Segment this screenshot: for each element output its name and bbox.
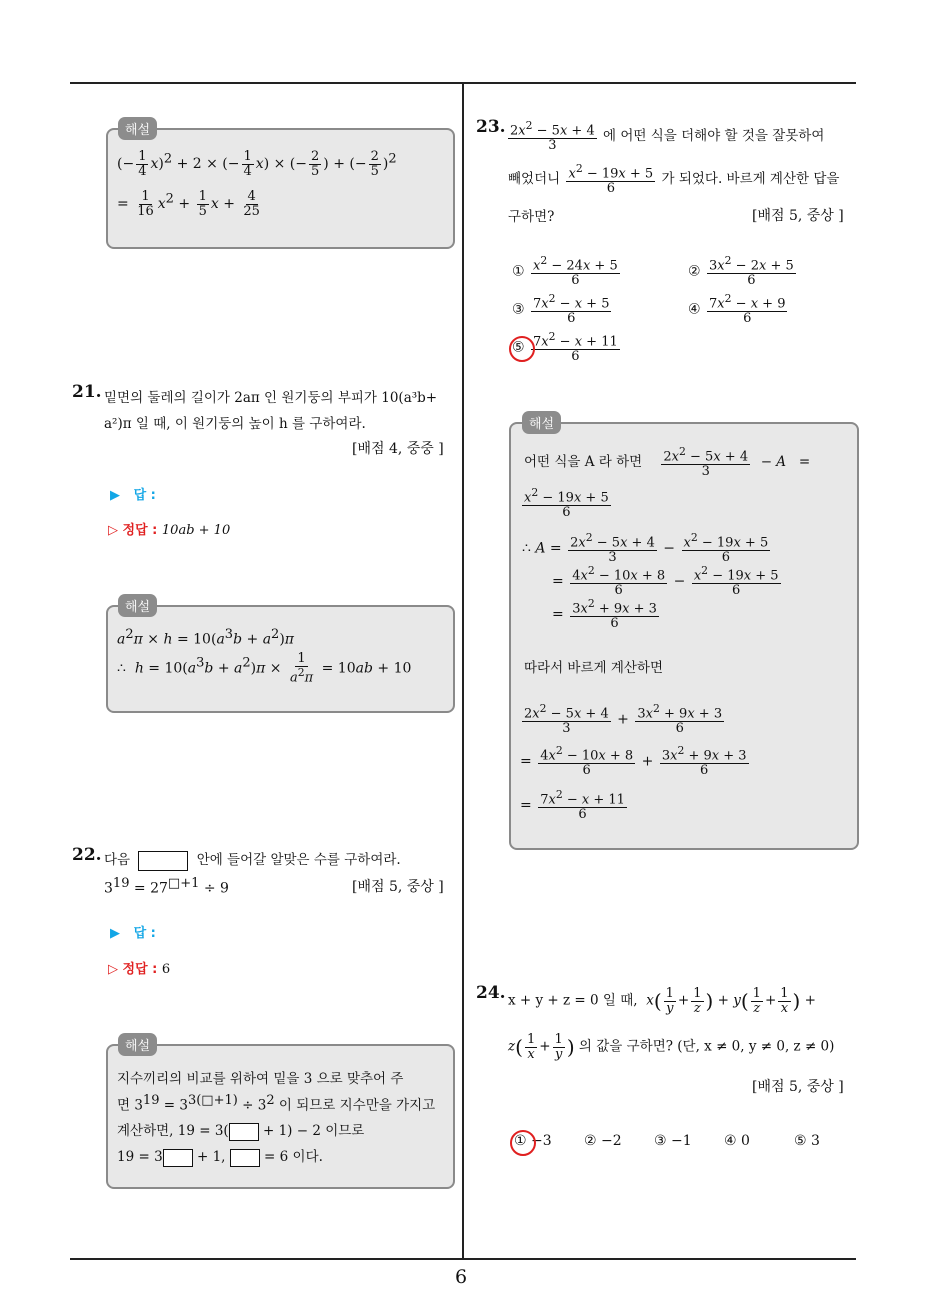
correct-triangle-icon: ▷ — [108, 523, 118, 538]
q24-choice-4[interactable]: ④ 0 — [724, 1133, 750, 1149]
q21-solution-tag: 해설 — [118, 594, 157, 617]
q23-sol-line4: = $\frac{4x^2 - 10x + 8}{6}$ − $\frac{x^2 - 19x + 5}{6}$ — [552, 564, 779, 598]
q23-sol-line2: $\frac{x^2 - 19x + 5}{6}$ — [524, 486, 609, 520]
q22-correct-row: ▷ 정답 : 6 — [108, 962, 171, 977]
q22-meta: [배점 5, 중상 ] — [352, 879, 444, 895]
q23-text-line3: 구하면? — [508, 209, 555, 225]
bottom-rule — [70, 1258, 856, 1260]
answer-arrow-icon: ▶ — [110, 926, 120, 941]
q22-solution-line1: 지수끼리의 비교를 위하여 밑을 3 으로 맞추어 주 — [117, 1071, 404, 1087]
q22-solution-line3: 계산하면, 19 = 3( + 1) − 2 이므로 — [117, 1123, 365, 1139]
q21-meta: [배점 4, 중중 ] — [352, 441, 444, 457]
q23-sol-line1: 어떤 식을 A 라 하면 $\frac{2x^2 - 5x + 4}{3}$ − A = — [524, 445, 811, 479]
q23-sol-line8: = $\frac{4x^2 - 10x + 8}{6}$ + $\frac{3x^2 + 9x + 3}{6}$ — [520, 744, 747, 778]
q22-solution-line4: 19 = 3 + 1, = 6 이다. — [117, 1149, 323, 1165]
q21-solution-line2: ∴ $h = 10(a^3b + a^2)\pi$ × $\frac{1}{a^2\pi}$ = 10ab + 10 — [117, 651, 412, 685]
q24-selected-circle — [510, 1130, 536, 1156]
q21-answer-row: ▶ 답 : — [110, 488, 156, 503]
q23-choice-4[interactable]: ④ $\frac{7x^2 - x + 9}{6}$ — [688, 292, 786, 326]
q24-choice-1[interactable]: ① −3 — [514, 1133, 552, 1149]
q22-text-line1: 다음 안에 들어갈 알맞은 수를 구하여라. — [104, 848, 401, 871]
q23-meta: [배점 5, 중상 ] — [752, 208, 844, 224]
q22-solution-line2: 면 $3^{19} = 3^{3(□+1)} \div 3^2$ 이 되므로 지수만을 가지고 — [117, 1093, 436, 1114]
q22-equation: $3^{19} = 27^{□+1} \div 9$ — [104, 876, 229, 897]
q23-sol-line9: = $\frac{7x^2 - x + 11}{6}$ — [520, 788, 625, 822]
q24-text-line1: x + y + z = 0 일 때, x( $\frac{1}{y}$ + $\frac{1}{z}$ ) + y( $\frac{1}{z}$ + $\frac{1}{x}$ ) + — [508, 986, 816, 1016]
q22-answer-row: ▶ 답 : — [110, 926, 156, 941]
q22-solution-box — [106, 1044, 455, 1189]
q21-text-line1: 밑면의 둘레의 길이가 2aπ 인 원기둥의 부피가 10(a³b+ — [104, 390, 438, 406]
q22-correct-value: 6 — [161, 962, 171, 977]
answer-arrow-icon: ▶ — [110, 488, 120, 503]
q24-number: 24. — [476, 983, 506, 1003]
q24-choice-3[interactable]: ③ −1 — [654, 1133, 692, 1149]
q23-selected-circle — [509, 336, 535, 362]
q24-choice-2[interactable]: ② −2 — [584, 1133, 622, 1149]
q21-text-line2: a²)π 일 때, 이 원기둥의 높이 h 를 구하여라. — [104, 416, 366, 432]
q23-number: 23. — [476, 117, 506, 137]
q21-solution-line1: $a^2\pi \times h = 10(a^3b + a^2)\pi$ — [117, 627, 294, 648]
q23-sol-line3: ∴ A = $\frac{2x^2 - 5x + 4}{3}$ − $\frac{x^2 - 19x + 5}{6}$ — [522, 531, 769, 565]
q20-solution-line1: (− $\frac{1}{4}$ x)$^2$ + 2 × (− $\frac{1}{4}$ x) × (− $\frac{2}{5}$ ) + (− $\frac{2}{5}$ )$^2$ — [117, 149, 397, 179]
q23-text-line1: $\frac{2x^2 - 5x + 4}{3}$ 에 어떤 식을 더해야 할 것을 잘못하여 — [510, 119, 825, 153]
q22-blank-box — [138, 851, 188, 871]
q23-choice-3[interactable]: ③ $\frac{7x^2 - x + 5}{6}$ — [512, 292, 610, 326]
q21-correct-value: 10ab + 10 — [161, 523, 231, 538]
q20-solution-line2: = $\frac{1}{16}$ $x^2$ + $\frac{1}{5}$ x + $\frac{4}{25}$ — [117, 189, 260, 219]
correct-triangle-icon: ▷ — [108, 962, 118, 977]
q21-number: 21. — [72, 382, 102, 402]
q23-solution-tag: 해설 — [522, 411, 561, 434]
q21-correct-row: ▷ 정답 : 10ab + 10 — [108, 523, 231, 538]
q20-solution-box — [106, 128, 455, 249]
q23-choice-2[interactable]: ② $\frac{3x^2 - 2x + 5}{6}$ — [688, 254, 794, 288]
q23-choice-5[interactable]: ⑤ $\frac{7x^2 - x + 11}{6}$ — [512, 330, 618, 364]
page-number: 6 — [455, 1266, 468, 1288]
q23-sol-line7: $\frac{2x^2 - 5x + 4}{3}$ + $\frac{3x^2 + 9x + 3}{6}$ — [524, 702, 723, 736]
column-divider — [462, 83, 464, 1259]
q22-number: 22. — [72, 845, 102, 865]
q24-text-line2: z( $\frac{1}{x}$ + $\frac{1}{y}$ ) 의 값을 구하면? (단, x ≠ 0, y ≠ 0, z ≠ 0) — [508, 1032, 835, 1062]
q23-sol-line5: = $\frac{3x^2 + 9x + 3}{6}$ — [552, 597, 657, 631]
q23-choice-1[interactable]: ① $\frac{x^2 - 24x + 5}{6}$ — [512, 254, 618, 288]
q20-solution-tag: 해설 — [118, 117, 157, 140]
q23-sol-line6: 따라서 바르게 계산하면 — [524, 660, 663, 676]
q23-text-line2: 빼었더니 $\frac{x^2 - 19x + 5}{6}$ 가 되었다. 바르게 계산한 답을 — [508, 162, 840, 196]
q24-meta: [배점 5, 중상 ] — [752, 1079, 844, 1095]
q22-solution-tag: 해설 — [118, 1033, 157, 1056]
q24-choice-5[interactable]: ⑤ 3 — [794, 1133, 820, 1149]
